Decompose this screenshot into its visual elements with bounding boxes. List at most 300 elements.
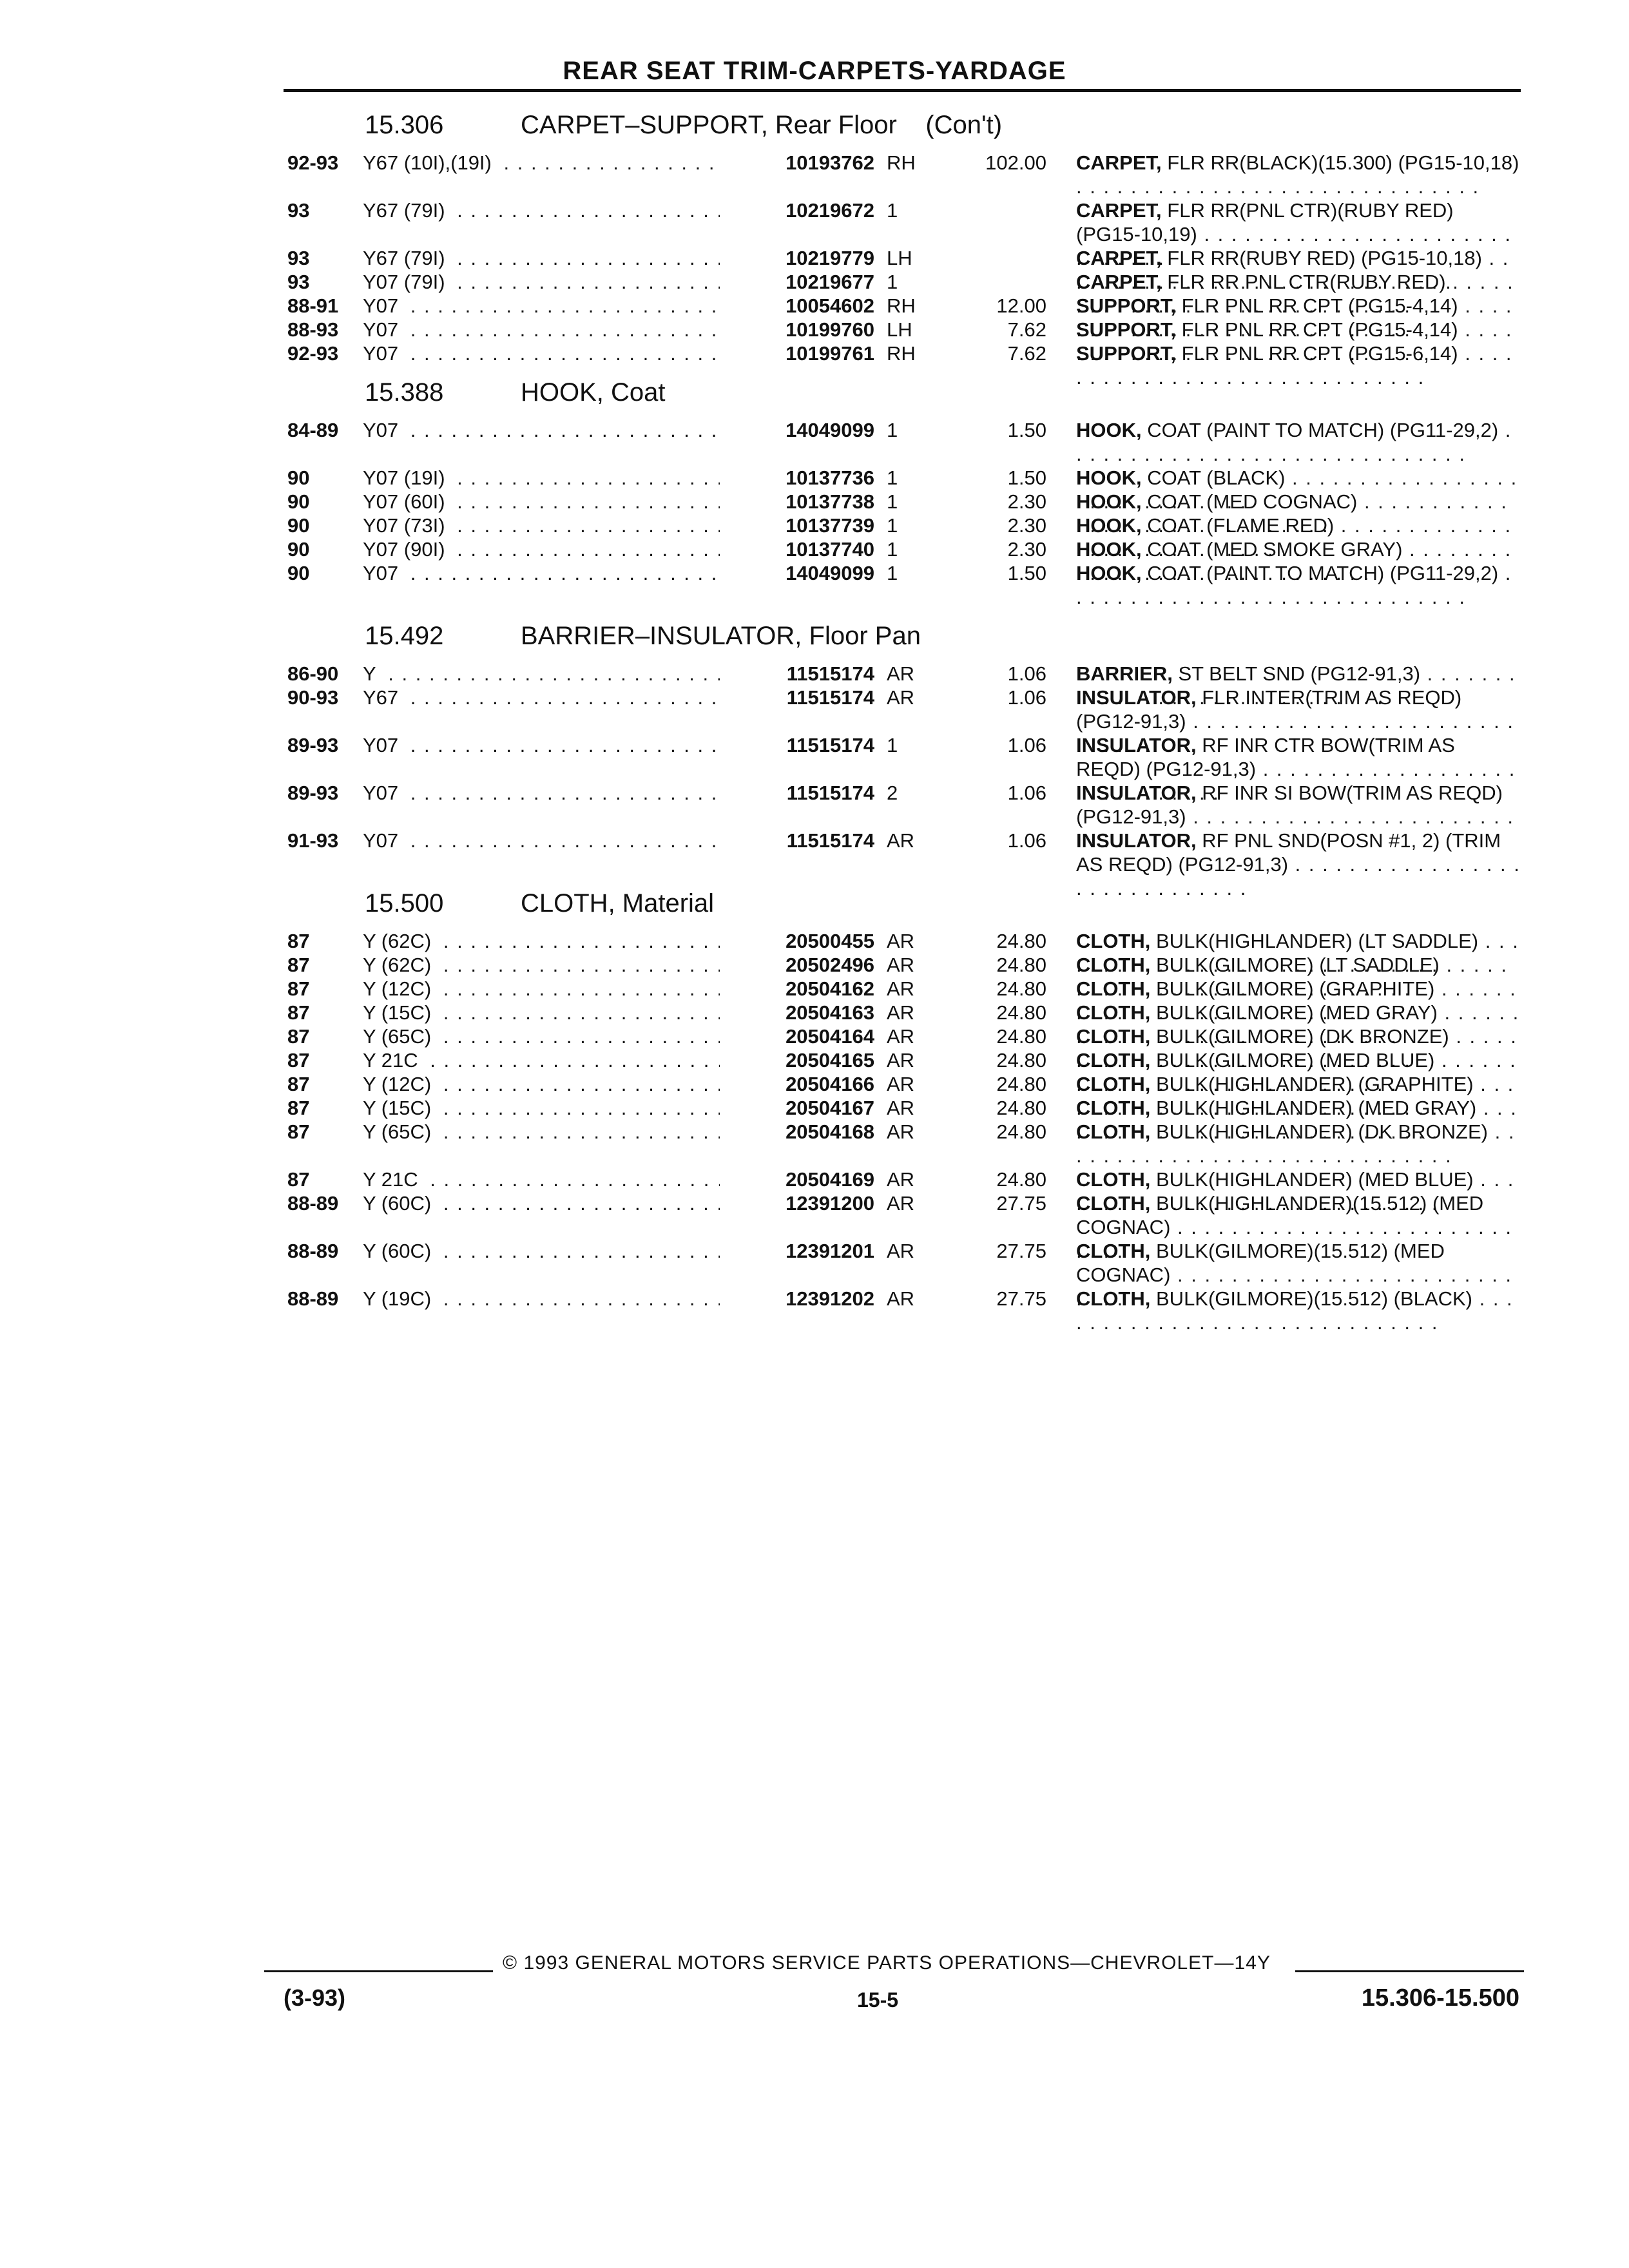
model-code xyxy=(363,1239,769,1263)
description-text: COAT (PAINT TO MATCH) (PG11-29,2) . . . xyxy=(1076,562,1512,608)
model-code xyxy=(363,198,769,222)
description-text: FLR PNL RR CPT (PG15-4,14) . . . xyxy=(1076,318,1513,365)
description-name: CLOTH, xyxy=(1076,1073,1151,1095)
description-text: BULK(GILMORE)(15.512) (MED COGNAC) . . . xyxy=(1076,1240,1512,1310)
part-row xyxy=(284,537,1521,561)
part-number: 10219779 xyxy=(720,246,874,270)
model-code xyxy=(363,1096,769,1120)
quantity: RH xyxy=(887,151,916,174)
price: 12.00 xyxy=(996,294,1046,317)
description-name: HOOK, xyxy=(1076,466,1142,489)
price: 1.50 xyxy=(1007,419,1046,441)
description-name: CLOTH, xyxy=(1076,977,1151,1000)
model-code xyxy=(363,733,769,757)
quantity: AR xyxy=(887,1073,915,1095)
description-name: SUPPORT, xyxy=(1076,294,1177,317)
model-code xyxy=(363,270,769,294)
model-code-text: Y07 xyxy=(363,294,403,317)
quantity: 2 xyxy=(887,782,898,804)
part-row xyxy=(284,341,1521,365)
quantity: AR xyxy=(887,1287,915,1310)
model-years: 89-93 xyxy=(287,782,339,804)
part-number: 10137738 xyxy=(720,490,874,514)
model-code xyxy=(363,490,769,514)
section-code: 15.306 xyxy=(365,111,444,139)
part-number: 20504168 xyxy=(720,1120,874,1144)
quantity: AR xyxy=(887,662,915,685)
title-rule xyxy=(284,89,1521,92)
price: 27.75 xyxy=(996,1287,1046,1310)
price: 27.75 xyxy=(996,1240,1046,1262)
part-row xyxy=(284,1096,1521,1120)
model-code-text: Y67 xyxy=(363,686,403,709)
part-row xyxy=(284,733,1521,781)
model-years: 89-93 xyxy=(287,734,339,756)
description-name: CARPET, xyxy=(1076,151,1162,174)
footer-section-range: 15.306-15.500 xyxy=(1361,1984,1519,2012)
model-code xyxy=(363,1024,769,1048)
part-number: 10219677 xyxy=(720,270,874,294)
description-text: COAT (PAINT TO MATCH) (PG11-29,2) . . . xyxy=(1076,419,1512,465)
model-years: 87 xyxy=(287,954,310,976)
section-code: 15.500 xyxy=(365,889,444,918)
part-number: 14049099 xyxy=(720,561,874,585)
price: 1.06 xyxy=(1007,686,1046,709)
part-number: 12391200 xyxy=(720,1191,874,1215)
model-code-text: Y07 (73I) xyxy=(363,514,450,537)
model-years: 87 xyxy=(287,1025,310,1048)
description-name: CLOTH, xyxy=(1076,1097,1151,1119)
price: 2.30 xyxy=(1007,490,1046,513)
price: 24.80 xyxy=(996,1120,1046,1143)
part-number: 10199760 xyxy=(720,318,874,341)
model-code-text: Y (65C) xyxy=(363,1120,436,1143)
model-code xyxy=(363,953,769,977)
quantity: RH xyxy=(887,294,916,317)
description-name: HOOK, xyxy=(1076,538,1142,561)
description-name: CLOTH, xyxy=(1076,930,1151,952)
description-name: CLOTH, xyxy=(1076,1168,1151,1191)
section xyxy=(284,613,1521,876)
model-code xyxy=(363,466,769,490)
part-row xyxy=(284,1239,1521,1287)
model-code xyxy=(363,318,769,341)
model-years: 88-89 xyxy=(287,1192,339,1215)
part-number: 11515174 xyxy=(720,781,874,805)
model-code xyxy=(363,929,769,953)
quantity: AR xyxy=(887,686,915,709)
section-code: 15.492 xyxy=(365,622,444,650)
description-name: CLOTH, xyxy=(1076,1001,1151,1024)
description-name: HOOK, xyxy=(1076,562,1142,584)
description-text: BULK(HIGHLANDER)(15.512) (MED COGNAC) . . . xyxy=(1076,1192,1512,1262)
model-code-text: Y07 xyxy=(363,734,403,756)
quantity: AR xyxy=(887,1049,915,1072)
quantity: 1 xyxy=(887,490,898,513)
description-name: INSULATOR, xyxy=(1076,734,1197,756)
model-code-text: Y (15C) xyxy=(363,1001,436,1024)
section xyxy=(284,102,1521,365)
model-code-text: Y07 xyxy=(363,562,403,584)
quantity: AR xyxy=(887,1120,915,1143)
description-name: CLOTH, xyxy=(1076,954,1151,976)
model-years: 90 xyxy=(287,562,310,584)
model-code-text: Y07 (90I) xyxy=(363,538,450,561)
description-name: INSULATOR, xyxy=(1076,782,1197,804)
model-years: 90 xyxy=(287,490,310,513)
description-text: BULK(HIGHLANDER) (GRAPHITE) . . . xyxy=(1076,1073,1514,1119)
part-row xyxy=(284,1024,1521,1048)
part-row xyxy=(284,198,1521,246)
quantity: AR xyxy=(887,977,915,1000)
quantity: AR xyxy=(887,1025,915,1048)
part-number: 11515174 xyxy=(720,829,874,852)
description-text: FLR RR(BLACK)(15.300) (PG15-10,18) . . . xyxy=(1076,151,1519,198)
section xyxy=(284,880,1521,1311)
model-years: 88-91 xyxy=(287,294,339,317)
section-title: HOOK, Coat xyxy=(521,378,666,407)
model-code xyxy=(363,514,769,537)
description-text: BULK(GILMORE)(15.512) (BLACK) . . . xyxy=(1076,1287,1514,1334)
description-text: BULK(GILMORE) (GRAPHITE) . . . xyxy=(1076,977,1517,1024)
description-name: CLOTH, xyxy=(1076,1240,1151,1262)
page-title: REAR SEAT TRIM-CARPETS-YARDAGE xyxy=(563,57,1066,85)
model-code-text: Y xyxy=(363,662,381,685)
quantity: 1 xyxy=(887,271,898,293)
part-row xyxy=(284,829,1521,876)
model-code-text: Y 21C xyxy=(363,1049,423,1072)
description xyxy=(1076,151,1521,198)
part-row xyxy=(284,1191,1521,1239)
model-years: 88-93 xyxy=(287,318,339,341)
description-text: COAT (FLAME RED) . . . xyxy=(1076,514,1512,561)
description xyxy=(1076,418,1521,466)
quantity: AR xyxy=(887,1001,915,1024)
part-row xyxy=(284,151,1521,198)
price: 24.80 xyxy=(996,1001,1046,1024)
description-name: SUPPORT, xyxy=(1076,318,1177,341)
price: 24.80 xyxy=(996,977,1046,1000)
part-number: 12391201 xyxy=(720,1239,874,1263)
part-row xyxy=(284,686,1521,733)
description xyxy=(1076,1287,1521,1334)
description-name: CLOTH, xyxy=(1076,1287,1151,1310)
model-code-text: Y (62C) xyxy=(363,954,436,976)
part-row xyxy=(284,270,1521,294)
description xyxy=(1076,561,1521,609)
part-row xyxy=(284,514,1521,537)
part-row xyxy=(284,977,1521,1001)
section-title: CLOTH, Material xyxy=(521,889,715,918)
model-code xyxy=(363,1191,769,1215)
description-text: BULK(HIGHLANDER) (MED BLUE) . . . xyxy=(1076,1168,1514,1215)
description-name: CARPET, xyxy=(1076,247,1162,269)
quantity: AR xyxy=(887,954,915,976)
part-number: 10137736 xyxy=(720,466,874,490)
section xyxy=(284,369,1521,609)
price: 102.00 xyxy=(985,151,1046,174)
part-row xyxy=(284,1120,1521,1168)
model-code xyxy=(363,1072,769,1096)
part-row xyxy=(284,662,1521,686)
model-code-text: Y07 xyxy=(363,419,403,441)
model-code-text: Y07 xyxy=(363,782,403,804)
quantity: 1 xyxy=(887,199,898,222)
model-code-text: Y (12C) xyxy=(363,977,436,1000)
model-code-text: Y 21C xyxy=(363,1168,423,1191)
description-name: CLOTH, xyxy=(1076,1192,1151,1215)
model-code xyxy=(363,341,769,365)
price: 24.80 xyxy=(996,1097,1046,1119)
part-row xyxy=(284,561,1521,609)
description-name: CLOTH, xyxy=(1076,1049,1151,1072)
model-code-text: Y (60C) xyxy=(363,1192,436,1215)
part-row xyxy=(284,1048,1521,1072)
description-text: RF PNL SND(POSN #1, 2) (TRIM AS REQD) (PG12-91,3) . . . xyxy=(1076,829,1521,899)
footer-rule-left xyxy=(264,1970,493,1972)
part-row xyxy=(284,318,1521,341)
price: 1.06 xyxy=(1007,734,1046,756)
model-code xyxy=(363,1120,769,1144)
description-name: HOOK, xyxy=(1076,419,1142,441)
model-code-text: Y (60C) xyxy=(363,1240,436,1262)
part-number: 11515174 xyxy=(720,686,874,709)
description-name: CARPET, xyxy=(1076,199,1162,222)
model-code-text: Y07 xyxy=(363,318,403,341)
description-text: COAT (BLACK) . . . xyxy=(1076,466,1518,513)
model-years: 84-89 xyxy=(287,419,339,441)
model-years: 93 xyxy=(287,247,310,269)
model-code-text: Y07 (60I) xyxy=(363,490,450,513)
model-code xyxy=(363,246,769,270)
quantity: LH xyxy=(887,247,912,269)
price: 24.80 xyxy=(996,1168,1046,1191)
model-years: 87 xyxy=(287,1097,310,1119)
model-code-text: Y (15C) xyxy=(363,1097,436,1119)
quantity: 1 xyxy=(887,562,898,584)
price: 27.75 xyxy=(996,1192,1046,1215)
part-number: 11515174 xyxy=(720,662,874,686)
model-years: 88-89 xyxy=(287,1287,339,1310)
model-code xyxy=(363,151,769,175)
model-code xyxy=(363,977,769,1001)
part-number: 20502496 xyxy=(720,953,874,977)
price: 2.30 xyxy=(1007,514,1046,537)
part-row xyxy=(284,1168,1521,1191)
model-code-text: Y07 xyxy=(363,829,403,852)
price: 2.30 xyxy=(1007,538,1046,561)
model-years: 87 xyxy=(287,977,310,1000)
description-name: HOOK, xyxy=(1076,490,1142,513)
description-text: BULK(GILMORE) (DK BRONZE) . . . xyxy=(1076,1025,1518,1072)
model-code-text: Y07 (19I) xyxy=(363,466,450,489)
part-row xyxy=(284,929,1521,953)
quantity: AR xyxy=(887,930,915,952)
model-code-text: Y (19C) xyxy=(363,1287,436,1310)
model-code xyxy=(363,561,769,585)
part-row xyxy=(284,1072,1521,1096)
quantity: 1 xyxy=(887,514,898,537)
description-text: BULK(HIGHLANDER) (MED GRAY) . . . xyxy=(1076,1097,1518,1143)
part-number: 20500455 xyxy=(720,929,874,953)
part-row xyxy=(284,466,1521,490)
part-number: 12391202 xyxy=(720,1287,874,1311)
description-name: CLOTH, xyxy=(1076,1025,1151,1048)
description-text: ST BELT SND (PG12-91,3) . . . xyxy=(1076,662,1516,709)
model-code-text: Y07 (79I) xyxy=(363,271,450,293)
quantity: LH xyxy=(887,318,912,341)
quantity: RH xyxy=(887,342,916,365)
quantity: AR xyxy=(887,1240,915,1262)
model-code xyxy=(363,686,769,709)
price: 24.80 xyxy=(996,1073,1046,1095)
part-row xyxy=(284,490,1521,514)
price: 7.62 xyxy=(1007,342,1046,365)
part-row xyxy=(284,294,1521,318)
price: 1.50 xyxy=(1007,466,1046,489)
parts-list xyxy=(284,102,1521,1314)
part-number: 10137739 xyxy=(720,514,874,537)
description-text: BULK(HIGHLANDER) (LT SADDLE) . . . xyxy=(1076,930,1519,976)
description-text: BULK(HIGHLANDER) (DK BRONZE) . . . xyxy=(1076,1120,1515,1167)
model-years: 92-93 xyxy=(287,151,339,174)
part-number: 20504162 xyxy=(720,977,874,1001)
footer-rule-right xyxy=(1295,1970,1524,1972)
model-code xyxy=(363,1168,769,1191)
model-code xyxy=(363,662,769,686)
part-number: 10054602 xyxy=(720,294,874,318)
description-text: BULK(GILMORE) (LT SADDLE) . . . xyxy=(1076,954,1508,1000)
part-number: 20504163 xyxy=(720,1001,874,1024)
quantity: AR xyxy=(887,1097,915,1119)
model-code-text: Y (65C) xyxy=(363,1025,436,1048)
model-years: 90-93 xyxy=(287,686,339,709)
quantity: 1 xyxy=(887,466,898,489)
model-code-text: Y (62C) xyxy=(363,930,436,952)
section-heading xyxy=(284,102,1521,151)
part-number: 10137740 xyxy=(720,537,874,561)
description-text: COAT (MED COGNAC) . . . xyxy=(1076,490,1508,537)
model-years: 90 xyxy=(287,466,310,489)
description xyxy=(1076,1120,1521,1168)
model-years: 87 xyxy=(287,1120,310,1143)
model-code-text: Y67 (79I) xyxy=(363,199,450,222)
part-number: 11515174 xyxy=(720,733,874,757)
quantity: AR xyxy=(887,1192,915,1215)
footer-date: (3-93) xyxy=(284,1984,346,2011)
model-years: 90 xyxy=(287,514,310,537)
model-years: 87 xyxy=(287,1168,310,1191)
quantity: 1 xyxy=(887,734,898,756)
price: 1.50 xyxy=(1007,562,1046,584)
part-number: 20504164 xyxy=(720,1024,874,1048)
quantity: 1 xyxy=(887,419,898,441)
description-name: INSULATOR, xyxy=(1076,686,1197,709)
price: 24.80 xyxy=(996,930,1046,952)
model-years: 86-90 xyxy=(287,662,339,685)
section-title: BARRIER–INSULATOR, Floor Pan xyxy=(521,622,921,650)
part-row xyxy=(284,1287,1521,1311)
section-heading xyxy=(284,880,1521,929)
price: 1.06 xyxy=(1007,662,1046,685)
model-years: 87 xyxy=(287,930,310,952)
model-code-text: Y67 (79I) xyxy=(363,247,450,269)
model-code xyxy=(363,1001,769,1024)
model-years: 91-93 xyxy=(287,829,339,852)
model-code xyxy=(363,781,769,805)
model-code xyxy=(363,1287,769,1311)
part-number: 10199761 xyxy=(720,341,874,365)
quantity: AR xyxy=(887,1168,915,1191)
model-years: 87 xyxy=(287,1001,310,1024)
description-text: FLR INTER(TRIM AS REQD) (PG12-91,3) . . . xyxy=(1076,686,1514,756)
price: 1.06 xyxy=(1007,782,1046,804)
model-code-text: Y67 (10I),(19I) xyxy=(363,151,497,174)
part-number: 20504169 xyxy=(720,1168,874,1191)
price: 24.80 xyxy=(996,1049,1046,1072)
description-name: INSULATOR, xyxy=(1076,829,1197,852)
section-heading xyxy=(284,369,1521,418)
model-years: 87 xyxy=(287,1049,310,1072)
description-text: FLR RR PNL CTR(RUBY RED) . . . xyxy=(1076,271,1514,317)
section-title: CARPET–SUPPORT, Rear Floor (Con't) xyxy=(521,111,1003,139)
description-text: BULK(GILMORE) (MED BLUE) . . . xyxy=(1076,1049,1517,1095)
price: 7.62 xyxy=(1007,318,1046,341)
description-text: RF INR CTR BOW(TRIM AS REQD) (PG12-91,3) . . . xyxy=(1076,734,1516,804)
description-text: COAT (MED SMOKE GRAY) . . . xyxy=(1076,538,1512,584)
price: 24.80 xyxy=(996,954,1046,976)
section-heading xyxy=(284,613,1521,662)
description-text: FLR RR(RUBY RED) (PG15-10,18) . . . xyxy=(1076,247,1509,293)
footer-page-number: 15-5 xyxy=(857,1988,899,2012)
description-text: FLR RR(PNL CTR)(RUBY RED) (PG15-10,19) . . . xyxy=(1076,199,1512,269)
model-code xyxy=(363,1048,769,1072)
description-text: BULK(GILMORE) (MED GRAY) . . . xyxy=(1076,1001,1519,1048)
part-row xyxy=(284,246,1521,270)
quantity: 1 xyxy=(887,538,898,561)
part-row xyxy=(284,781,1521,829)
description-text: FLR PNL RR CPT (PG15-6,14) . . . xyxy=(1076,342,1513,389)
description-name: HOOK, xyxy=(1076,514,1142,537)
description-name: BARRIER, xyxy=(1076,662,1173,685)
model-years: 93 xyxy=(287,199,310,222)
model-years: 88-89 xyxy=(287,1240,339,1262)
part-row xyxy=(284,418,1521,466)
description-name: SUPPORT, xyxy=(1076,342,1177,365)
model-years: 92-93 xyxy=(287,342,339,365)
part-number: 14049099 xyxy=(720,418,874,442)
model-code xyxy=(363,537,769,561)
model-years: 93 xyxy=(287,271,310,293)
section-code: 15.388 xyxy=(365,378,444,407)
part-number: 20504165 xyxy=(720,1048,874,1072)
model-code xyxy=(363,418,769,442)
description-name: CLOTH, xyxy=(1076,1120,1151,1143)
quantity: AR xyxy=(887,829,915,852)
model-years: 87 xyxy=(287,1073,310,1095)
price: 1.06 xyxy=(1007,829,1046,852)
description-name: CARPET, xyxy=(1076,271,1162,293)
model-code-text: Y (12C) xyxy=(363,1073,436,1095)
footer-copyright: © 1993 GENERAL MOTORS SERVICE PARTS OPERATIONS—CHEVROLET—14Y xyxy=(503,1952,1271,1974)
model-code-text: Y07 xyxy=(363,342,403,365)
part-number: 10219672 xyxy=(720,198,874,222)
part-number: 10193762 xyxy=(720,151,874,175)
price: 24.80 xyxy=(996,1025,1046,1048)
part-number: 20504167 xyxy=(720,1096,874,1120)
model-code xyxy=(363,294,769,318)
description-text: FLR PNL RR CPT (PG15-4,14) . . . xyxy=(1076,294,1513,341)
